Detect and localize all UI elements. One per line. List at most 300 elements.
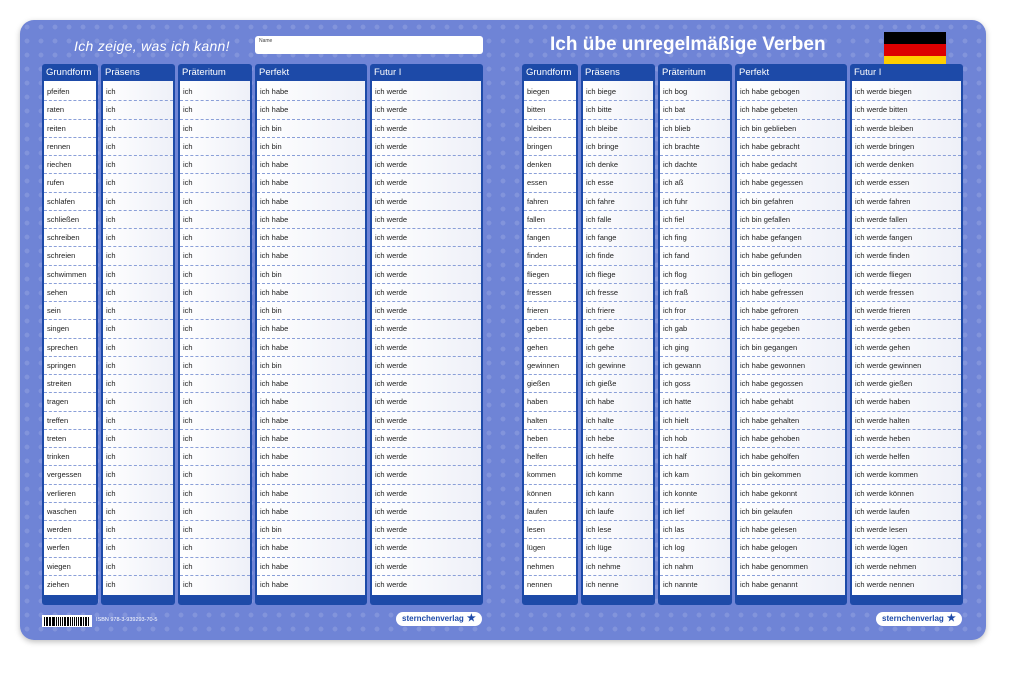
conjugation-cell[interactable]: ich habe: [583, 393, 653, 411]
conjugation-cell[interactable]: ich habe: [257, 320, 365, 338]
conjugation-cell[interactable]: ich werde frieren: [852, 302, 961, 320]
publisher-name: sternchenverlag: [402, 614, 464, 623]
verb-infinitive-cell: frieren: [524, 302, 576, 320]
conjugation-cell[interactable]: ich habe: [257, 83, 365, 101]
conjugation-cell[interactable]: ich bat: [660, 101, 730, 119]
conjugation-cell[interactable]: ich werde gießen: [852, 375, 961, 393]
conjugation-cell[interactable]: ich hebe: [583, 430, 653, 448]
column-footer: [42, 595, 98, 605]
conjugation-cell[interactable]: ich: [103, 302, 173, 320]
conjugation-cell[interactable]: ich habe genannt: [740, 579, 798, 589]
column-body: [370, 81, 483, 595]
conjugation-cell[interactable]: ich: [103, 539, 173, 557]
conjugation-cell[interactable]: ich: [103, 485, 173, 503]
conjugation-cell[interactable]: ich laufe: [583, 503, 653, 521]
conjugation-cell[interactable]: ich kann: [583, 485, 653, 503]
conjugation-cell[interactable]: ich habe: [257, 101, 365, 119]
conjugation-cell[interactable]: ich fraß: [660, 284, 730, 302]
conjugation-cell[interactable]: ich habe: [257, 174, 365, 192]
conjugation-cell[interactable]: ich: [103, 120, 173, 138]
conjugation-cell[interactable]: ich nahm: [660, 558, 730, 576]
conjugation-cell[interactable]: ich: [103, 320, 173, 338]
conjugation-cell[interactable]: ich habe gebeten: [737, 101, 845, 119]
conjugation-cell[interactable]: ich fahre: [583, 193, 653, 211]
conjugation-cell[interactable]: ich habe gedacht: [737, 156, 845, 174]
verb-infinitive-cell: lesen: [524, 521, 576, 539]
conjugation-cell[interactable]: ich: [180, 503, 250, 521]
conjugation-cell[interactable]: ich: [180, 430, 250, 448]
conjugation-cell[interactable]: ich dachte: [660, 156, 730, 174]
barcode-bar: [72, 617, 73, 626]
barcode-bar: [88, 617, 89, 626]
verb-infinitive-cell: springen: [44, 357, 96, 375]
conjugation-cell[interactable]: ich bin gefallen: [737, 211, 845, 229]
conjugation-cell[interactable]: ich habe gefressen: [737, 284, 845, 302]
conjugation-cell[interactable]: ich: [106, 579, 116, 589]
column-header: Futur I: [850, 64, 963, 81]
column-0: [42, 64, 98, 605]
conjugation-cell[interactable]: ich: [180, 156, 250, 174]
conjugation-cell[interactable]: ich: [103, 174, 173, 192]
conjugation-cell[interactable]: ich finde: [583, 247, 653, 265]
column-footer: [581, 595, 655, 605]
conjugation-cell[interactable]: ich: [180, 357, 250, 375]
conjugation-cell[interactable]: ich: [180, 393, 250, 411]
conjugation-cell[interactable]: ich nenne: [586, 579, 619, 589]
conjugation-cell[interactable]: ich werde heben: [852, 430, 961, 448]
conjugation-cell[interactable]: ich werde: [372, 539, 481, 557]
barcode: [42, 615, 92, 627]
verb-infinitive-cell: nehmen: [524, 558, 576, 576]
verb-infinitive-cell: geben: [524, 320, 576, 338]
conjugation-cell[interactable]: ich habe: [257, 485, 365, 503]
barcode-bar: [76, 617, 77, 626]
conjugation-cell[interactable]: ich bin: [257, 120, 365, 138]
conjugation-cell[interactable]: ich habe: [257, 339, 365, 357]
column-header: Präsens: [101, 64, 175, 81]
conjugation-cell[interactable]: ich: [180, 558, 250, 576]
conjugation-cell[interactable]: ich werde: [372, 120, 481, 138]
conjugation-cell[interactable]: ich habe: [257, 558, 365, 576]
conjugation-cell[interactable]: ich aß: [660, 174, 730, 192]
conjugation-cell[interactable]: ich half: [660, 448, 730, 466]
verb-infinitive-cell: verlieren: [44, 485, 96, 503]
conjugation-cell[interactable]: ich werde gehen: [852, 339, 961, 357]
conjugation-cell[interactable]: ich: [103, 357, 173, 375]
conjugation-cell[interactable]: ich bleibe: [583, 120, 653, 138]
conjugation-cell[interactable]: ich: [180, 375, 250, 393]
barcode-bar: [64, 617, 66, 626]
barcode-bar: [52, 617, 55, 626]
conjugation-cell[interactable]: ich bin gefahren: [737, 193, 845, 211]
verb-infinitive-cell: vergessen: [44, 466, 96, 484]
conjugation-cell[interactable]: ich: [180, 247, 250, 265]
conjugation-cell[interactable]: ich: [180, 266, 250, 284]
conjugation-cell[interactable]: ich blieb: [660, 120, 730, 138]
conjugation-cell[interactable]: ich habe gefunden: [737, 247, 845, 265]
conjugation-cell[interactable]: ich bin: [257, 357, 365, 375]
conjugation-cell[interactable]: ich habe: [257, 539, 365, 557]
conjugation-cell[interactable]: ich habe gehoben: [737, 430, 845, 448]
conjugation-cell[interactable]: ich habe gelogen: [737, 539, 845, 557]
conjugation-cell[interactable]: ich werde: [372, 393, 481, 411]
conjugation-cell[interactable]: ich werde: [372, 320, 481, 338]
conjugation-cell[interactable]: ich: [103, 339, 173, 357]
verb-infinitive-cell: fangen: [524, 229, 576, 247]
conjugation-cell[interactable]: ich habe genommen: [737, 558, 845, 576]
column-header: Grundform: [522, 64, 578, 81]
verb-infinitive-cell: nennen: [527, 579, 553, 589]
conjugation-cell[interactable]: ich habe gewonnen: [737, 357, 845, 375]
conjugation-cell[interactable]: ich esse: [583, 174, 653, 192]
conjugation-cell[interactable]: ich werde biegen: [852, 83, 961, 101]
verb-infinitive-cell: haben: [524, 393, 576, 411]
column-footer: [101, 595, 175, 605]
conjugation-cell[interactable]: ich habe gefangen: [737, 229, 845, 247]
conjugation-cell[interactable]: ich: [103, 430, 173, 448]
conjugation-cell[interactable]: ich werde: [372, 521, 481, 539]
conjugation-cell[interactable]: ich werde nehmen: [852, 558, 961, 576]
conjugation-cell[interactable]: ich: [180, 174, 250, 192]
conjugation-cell[interactable]: ich ging: [660, 339, 730, 357]
conjugation-cell[interactable]: ich werde fangen: [852, 229, 961, 247]
conjugation-cell[interactable]: ich werde: [372, 503, 481, 521]
conjugation-cell[interactable]: ich werde lesen: [852, 521, 961, 539]
verb-infinitive-cell: fliegen: [524, 266, 576, 284]
column-4: [370, 64, 483, 605]
verb-infinitive-cell: sehen: [44, 284, 96, 302]
conjugation-cell[interactable]: ich habe gegessen: [737, 174, 845, 192]
conjugation-cell[interactable]: ich werde nennen: [855, 579, 915, 589]
column-footer: [850, 595, 963, 605]
column-body: [255, 81, 367, 595]
conjugation-cell[interactable]: ich komme: [583, 466, 653, 484]
conjugation-cell[interactable]: ich: [103, 156, 173, 174]
conjugation-cell[interactable]: ich: [103, 229, 173, 247]
verb-infinitive-cell: fressen: [524, 284, 576, 302]
conjugation-cell[interactable]: ich werde fressen: [852, 284, 961, 302]
conjugation-cell[interactable]: ich bin gekommen: [737, 466, 845, 484]
conjugation-cell[interactable]: ich bin gelaufen: [737, 503, 845, 521]
conjugation-cell[interactable]: ich: [103, 393, 173, 411]
conjugation-cell[interactable]: ich habe: [257, 284, 365, 302]
conjugation-cell[interactable]: ich werde: [372, 375, 481, 393]
conjugation-cell[interactable]: ich fresse: [583, 284, 653, 302]
conjugation-cell[interactable]: ich werde fliegen: [852, 266, 961, 284]
conjugation-cell[interactable]: ich: [103, 466, 173, 484]
conjugation-cell[interactable]: ich habe gegossen: [737, 375, 845, 393]
conjugation-cell[interactable]: ich habe: [257, 193, 365, 211]
conjugation-cell[interactable]: ich habe gekonnt: [737, 485, 845, 503]
column-0: [522, 64, 578, 605]
barcode-bar: [60, 617, 61, 626]
conjugation-cell[interactable]: ich habe: [257, 466, 365, 484]
conjugation-cell[interactable]: ich brachte: [660, 138, 730, 156]
conjugation-cell[interactable]: ich: [103, 247, 173, 265]
conjugation-cell[interactable]: ich habe geholfen: [737, 448, 845, 466]
conjugation-cell[interactable]: ich bin: [257, 138, 365, 156]
conjugation-cell[interactable]: ich werde laufen: [852, 503, 961, 521]
column-footer: [255, 595, 367, 605]
conjugation-cell[interactable]: ich: [103, 448, 173, 466]
conjugation-cell[interactable]: ich gehe: [583, 339, 653, 357]
verb-infinitive-cell: fahren: [524, 193, 576, 211]
conjugation-cell[interactable]: ich habe: [257, 430, 365, 448]
conjugation-cell[interactable]: ich: [103, 193, 173, 211]
conjugation-cell[interactable]: ich habe gelesen: [737, 521, 845, 539]
conjugation-cell[interactable]: ich werde bleiben: [852, 120, 961, 138]
conjugation-cell[interactable]: ich: [180, 521, 250, 539]
conjugation-cell[interactable]: ich habe: [257, 503, 365, 521]
conjugation-cell[interactable]: ich werde denken: [852, 156, 961, 174]
conjugation-cell[interactable]: ich hob: [660, 430, 730, 448]
conjugation-cell[interactable]: ich: [103, 284, 173, 302]
conjugation-cell[interactable]: ich werde: [375, 579, 408, 589]
barcode-bar: [67, 617, 70, 626]
conjugation-cell[interactable]: ich habe gebracht: [737, 138, 845, 156]
verb-infinitive-cell: treffen: [44, 412, 96, 430]
conjugation-cell[interactable]: ich werde: [372, 174, 481, 192]
conjugation-cell[interactable]: ich fuhr: [660, 193, 730, 211]
conjugation-cell[interactable]: ich: [180, 193, 250, 211]
verb-infinitive-cell: raten: [44, 101, 96, 119]
conjugation-cell[interactable]: ich: [103, 412, 173, 430]
conjugation-cell[interactable]: ich: [103, 83, 173, 101]
conjugation-cell[interactable]: ich bringe: [583, 138, 653, 156]
verb-infinitive-cell: gießen: [524, 375, 576, 393]
name-field[interactable]: [255, 36, 483, 54]
conjugation-cell[interactable]: ich bin: [257, 302, 365, 320]
conjugation-cell[interactable]: ich bin geblieben: [737, 120, 845, 138]
conjugation-cell[interactable]: ich: [180, 120, 250, 138]
right-title: Ich übe unregelmäßige Verben: [550, 34, 826, 55]
barcode-bar: [50, 617, 51, 626]
column-footer: [658, 595, 732, 605]
conjugation-cell[interactable]: ich gebe: [583, 320, 653, 338]
conjugation-cell[interactable]: ich werde: [372, 156, 481, 174]
conjugation-cell[interactable]: ich werde: [372, 448, 481, 466]
conjugation-cell[interactable]: ich: [180, 83, 250, 101]
conjugation-cell[interactable]: ich werde: [372, 485, 481, 503]
conjugation-cell[interactable]: ich werde fallen: [852, 211, 961, 229]
conjugation-cell[interactable]: ich habe: [257, 247, 365, 265]
conjugation-cell[interactable]: ich: [180, 339, 250, 357]
conjugation-cell[interactable]: ich werde gewinnen: [852, 357, 961, 375]
conjugation-cell[interactable]: ich gewinne: [583, 357, 653, 375]
conjugation-cell[interactable]: ich werde: [372, 284, 481, 302]
conjugation-cell[interactable]: ich bin: [257, 521, 365, 539]
conjugation-cell[interactable]: ich werde: [372, 558, 481, 576]
column-1: [581, 64, 655, 605]
conjugation-cell[interactable]: ich: [103, 375, 173, 393]
conjugation-cell[interactable]: ich werde: [372, 339, 481, 357]
conjugation-cell[interactable]: ich gab: [660, 320, 730, 338]
column-header: Präsens: [581, 64, 655, 81]
name-label: Name: [259, 38, 273, 44]
conjugation-cell[interactable]: ich: [103, 266, 173, 284]
conjugation-cell[interactable]: ich werde lügen: [852, 539, 961, 557]
column-body: [850, 81, 963, 595]
conjugation-cell[interactable]: ich werde bitten: [852, 101, 961, 119]
verb-infinitive-cell: schreiben: [44, 229, 96, 247]
verb-infinitive-cell: treten: [44, 430, 96, 448]
verb-infinitive-cell: kommen: [524, 466, 576, 484]
barcode-bar: [46, 617, 48, 626]
conjugation-cell[interactable]: ich werde: [372, 138, 481, 156]
right-verb-table: [522, 64, 963, 605]
conjugation-cell[interactable]: ich las: [660, 521, 730, 539]
conjugation-cell[interactable]: ich werde haben: [852, 393, 961, 411]
column-header: Futur I: [370, 64, 483, 81]
conjugation-cell[interactable]: ich bin gegangen: [737, 339, 845, 357]
conjugation-cell[interactable]: ich werde finden: [852, 247, 961, 265]
publisher-logo-right: [876, 612, 962, 626]
conjugation-cell[interactable]: ich werde: [372, 193, 481, 211]
conjugation-cell[interactable]: ich bin geflogen: [737, 266, 845, 284]
conjugation-cell[interactable]: ich bin: [257, 266, 365, 284]
conjugation-cell[interactable]: ich: [180, 466, 250, 484]
conjugation-cell[interactable]: ich werde: [372, 266, 481, 284]
conjugation-cell[interactable]: ich gewann: [660, 357, 730, 375]
conjugation-cell[interactable]: ich habe gegeben: [737, 320, 845, 338]
conjugation-cell[interactable]: ich werde halten: [852, 412, 961, 430]
conjugation-cell[interactable]: ich goss: [660, 375, 730, 393]
verb-infinitive-cell: halten: [524, 412, 576, 430]
verb-infinitive-cell: schwimmen: [44, 266, 96, 284]
conjugation-cell[interactable]: ich bitte: [583, 101, 653, 119]
column-header: Präteritum: [658, 64, 732, 81]
conjugation-cell[interactable]: ich hatte: [660, 393, 730, 411]
conjugation-cell[interactable]: ich habe: [257, 375, 365, 393]
conjugation-cell[interactable]: ich werde können: [852, 485, 961, 503]
conjugation-cell[interactable]: ich biege: [583, 83, 653, 101]
conjugation-cell[interactable]: ich: [180, 485, 250, 503]
conjugation-cell[interactable]: ich werde: [372, 211, 481, 229]
conjugation-cell[interactable]: ich: [180, 539, 250, 557]
conjugation-cell[interactable]: ich habe: [257, 393, 365, 411]
conjugation-cell[interactable]: ich werde helfen: [852, 448, 961, 466]
conjugation-cell[interactable]: ich nannte: [663, 579, 698, 589]
conjugation-cell[interactable]: ich fliege: [583, 266, 653, 284]
conjugation-cell[interactable]: ich halte: [583, 412, 653, 430]
conjugation-cell[interactable]: ich werde: [372, 229, 481, 247]
conjugation-cell[interactable]: ich werde: [372, 430, 481, 448]
conjugation-cell[interactable]: ich: [180, 412, 250, 430]
conjugation-cell[interactable]: ich lief: [660, 503, 730, 521]
conjugation-cell[interactable]: ich: [180, 302, 250, 320]
conjugation-cell[interactable]: ich werde essen: [852, 174, 961, 192]
conjugation-cell[interactable]: ich werde geben: [852, 320, 961, 338]
conjugation-cell[interactable]: ich werde bringen: [852, 138, 961, 156]
conjugation-cell[interactable]: ich habe gehabt: [737, 393, 845, 411]
conjugation-cell[interactable]: ich: [103, 521, 173, 539]
conjugation-cell[interactable]: ich habe: [257, 229, 365, 247]
verb-infinitive-cell: werfen: [44, 539, 96, 557]
conjugation-cell[interactable]: ich habe: [257, 412, 365, 430]
column-3: [735, 64, 847, 605]
barcode-bar: [83, 617, 84, 626]
conjugation-cell[interactable]: ich friere: [583, 302, 653, 320]
conjugation-cell[interactable]: ich denke: [583, 156, 653, 174]
column-3: [255, 64, 367, 605]
conjugation-cell[interactable]: ich konnte: [660, 485, 730, 503]
conjugation-cell[interactable]: ich habe gebogen: [737, 83, 845, 101]
conjugation-cell[interactable]: ich habe gefroren: [737, 302, 845, 320]
verb-infinitive-cell: rufen: [44, 174, 96, 192]
conjugation-cell[interactable]: ich fror: [660, 302, 730, 320]
conjugation-cell[interactable]: ich: [103, 558, 173, 576]
conjugation-cell[interactable]: ich: [180, 229, 250, 247]
conjugation-cell[interactable]: ich bog: [660, 83, 730, 101]
conjugation-cell[interactable]: ich: [103, 101, 173, 119]
conjugation-cell[interactable]: ich werde: [372, 83, 481, 101]
column-footer: [178, 595, 252, 605]
conjugation-cell[interactable]: ich flog: [660, 266, 730, 284]
column-footer: [735, 595, 847, 605]
conjugation-cell[interactable]: ich habe gehalten: [737, 412, 845, 430]
verb-infinitive-cell: riechen: [44, 156, 96, 174]
conjugation-cell[interactable]: ich fiel: [660, 211, 730, 229]
conjugation-cell[interactable]: ich: [103, 503, 173, 521]
column-4: [850, 64, 963, 605]
conjugation-cell[interactable]: ich kam: [660, 466, 730, 484]
conjugation-cell[interactable]: ich log: [660, 539, 730, 557]
conjugation-cell[interactable]: ich lese: [583, 521, 653, 539]
column-body: [42, 81, 98, 595]
conjugation-cell[interactable]: ich habe: [260, 579, 289, 589]
conjugation-cell[interactable]: ich: [103, 211, 173, 229]
conjugation-cell[interactable]: ich: [180, 448, 250, 466]
barcode-bar: [49, 617, 50, 626]
conjugation-cell[interactable]: ich falle: [583, 211, 653, 229]
conjugation-cell[interactable]: ich: [180, 284, 250, 302]
conjugation-cell[interactable]: ich nehme: [583, 558, 653, 576]
conjugation-cell[interactable]: ich: [180, 138, 250, 156]
verb-infinitive-cell: sein: [44, 302, 96, 320]
column-body: [101, 81, 175, 595]
conjugation-cell[interactable]: ich hielt: [660, 412, 730, 430]
verb-infinitive-cell: trinken: [44, 448, 96, 466]
conjugation-cell[interactable]: ich werde: [372, 302, 481, 320]
verb-infinitive-cell: reiten: [44, 120, 96, 138]
conjugation-cell[interactable]: ich: [180, 320, 250, 338]
conjugation-cell[interactable]: ich helfe: [583, 448, 653, 466]
star-icon: ★: [466, 613, 476, 624]
conjugation-cell[interactable]: ich werde: [372, 412, 481, 430]
column-footer: [522, 595, 578, 605]
conjugation-cell[interactable]: ich werde fahren: [852, 193, 961, 211]
conjugation-cell[interactable]: ich werde kommen: [852, 466, 961, 484]
conjugation-cell[interactable]: ich habe: [257, 156, 365, 174]
verb-infinitive-cell: können: [524, 485, 576, 503]
conjugation-cell[interactable]: ich werde: [372, 466, 481, 484]
conjugation-cell[interactable]: ich werde: [372, 357, 481, 375]
left-title: Ich zeige, was ich kann!: [74, 38, 230, 54]
conjugation-cell[interactable]: ich werde: [372, 101, 481, 119]
conjugation-cell[interactable]: ich habe: [257, 211, 365, 229]
conjugation-cell[interactable]: ich fange: [583, 229, 653, 247]
conjugation-cell[interactable]: ich fand: [660, 247, 730, 265]
conjugation-cell[interactable]: ich: [180, 211, 250, 229]
conjugation-cell[interactable]: ich: [180, 101, 250, 119]
conjugation-cell[interactable]: ich fing: [660, 229, 730, 247]
conjugation-cell[interactable]: ich: [183, 579, 193, 589]
conjugation-cell[interactable]: ich lüge: [583, 539, 653, 557]
conjugation-cell[interactable]: ich werde: [372, 247, 481, 265]
conjugation-cell[interactable]: ich habe: [257, 448, 365, 466]
conjugation-cell[interactable]: ich: [103, 138, 173, 156]
conjugation-cell[interactable]: ich gieße: [583, 375, 653, 393]
